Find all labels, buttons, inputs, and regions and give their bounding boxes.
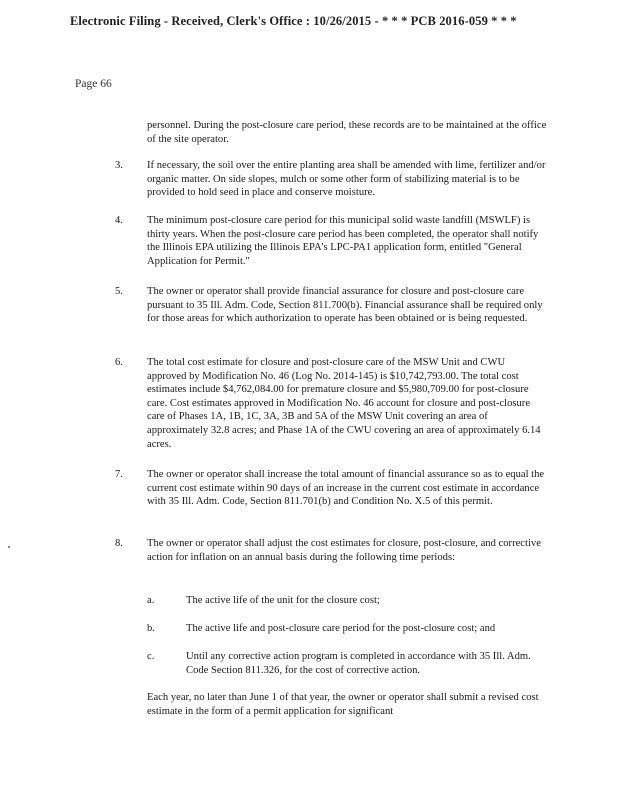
item-text: The owner or operator shall adjust the cost estimates for closure, post-closure, and corrective action for inflation on an annual basis during the following time periods: bbox=[147, 538, 541, 563]
sub-item-text: The active life of the unit for the closure cost; bbox=[186, 595, 380, 606]
item-text: The owner or operator shall provide financial assurance for closure and post-closure care pursuant to 35 Ill. Adm. Code, Section 811.700(b). Financial assurance shall be required only for those areas for which authorization to operate has been obtained or is being requested. bbox=[147, 286, 543, 325]
filing-header: Electronic Filing - Received, Clerk's Office : 10/26/2015 - * * * PCB 2016-059 * * * bbox=[70, 14, 517, 28]
sub-item-text: Until any corrective action program is completed in accordance with 35 Ill. Adm. Code Section 811.326, for the cost of corrective action. bbox=[186, 651, 531, 676]
item-text: The owner or operator shall increase the total amount of financial assurance so as to equal the current cost estimate within 90 days of an increase in the current cost estimate in accordance with 35 Ill. Adm. Code, Section 811.701(b) and Condition No. X.5 of this permit. bbox=[147, 469, 545, 508]
item-number: 6. bbox=[115, 357, 123, 368]
item-number: 4. bbox=[115, 215, 123, 226]
scan-speck bbox=[8, 546, 10, 548]
item-text: The minimum post-closure care period for this municipal solid waste landfill (MSWLF) is thirty years. When the post-closure care period has been completed, the operator shall notify the Illinois EPA utilizing the Illinois EPA's LPC-PA1 application form, entitled "General Application for Permit." bbox=[147, 215, 539, 267]
item-number: 3. bbox=[115, 160, 123, 171]
page-number: Page 66 bbox=[75, 78, 112, 90]
item-number: 5. bbox=[115, 286, 123, 297]
sub-item-letter: a. bbox=[147, 595, 155, 606]
continued-paragraph: personnel. During the post-closure care period, these records are to be maintained at the office of the site operator. bbox=[147, 120, 547, 145]
closing-paragraph: Each year, no later than June 1 of that year, the owner or operator shall submit a revised cost estimate in the form of a permit application for significant bbox=[147, 692, 539, 717]
sub-item-letter: b. bbox=[147, 623, 155, 634]
item-number: 8. bbox=[115, 538, 123, 549]
sub-item-letter: c. bbox=[147, 651, 155, 662]
sub-item-text: The active life and post-closure care period for the post-closure cost; and bbox=[186, 623, 496, 634]
item-number: 7. bbox=[115, 469, 123, 480]
item-text: If necessary, the soil over the entire planting area shall be amended with lime, fertilizer and/or organic matter. On side slopes, mulch or some other form of stabilizing material is to be provided to hold seed in place and conserve moisture. bbox=[147, 160, 546, 199]
item-text: The total cost estimate for closure and post-closure care of the MSW Unit and CWU approved by Modification No. 46 (Log No. 2014-145) is $10,742,793.00. The total cost estimates include $4,762,084.00 for premature closure and $5,980,709.00 for post-closure care. Cost estimates approved in Modification No. 46 account for closure and post-closure care of Phases 1A, 1B, 1C, 3A, 3B and 5A of the MSW Unit covering an area of approximately 32.8 acres; and Phase 1A of the CWU covering an area of approximately 6.14 acres. bbox=[147, 357, 541, 450]
